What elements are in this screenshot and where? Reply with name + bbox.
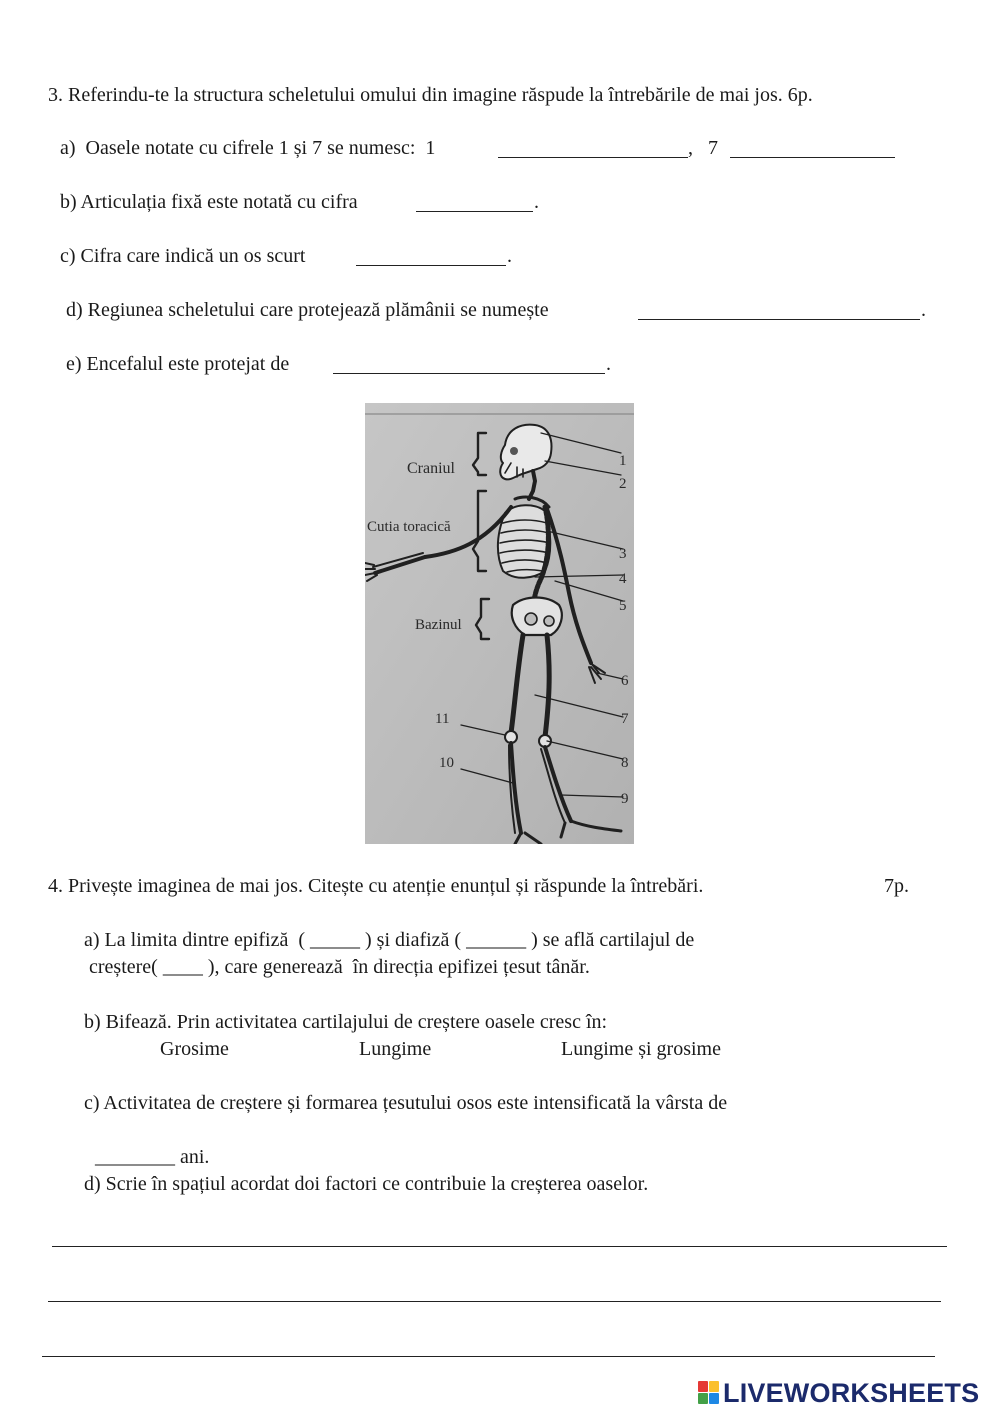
q4-d-answer-line-2[interactable] (48, 1301, 941, 1302)
option-grosime[interactable]: Grosime (160, 1038, 229, 1060)
question-3-title: 3. Referindu-te la structura scheletului omului din imagine răspude la întrebările de mai jos. 6p. (48, 84, 813, 106)
q3-d-answer[interactable] (638, 319, 920, 320)
question-4-points: 7p. (884, 875, 909, 897)
q3-b-answer[interactable] (416, 211, 533, 212)
number-5: 5 (619, 598, 627, 614)
skeleton-drawing (365, 403, 634, 844)
question-4-title: 4. Privește imaginea de mai jos. Citește cu atenție enunțul și răspunde la întrebări. (48, 875, 704, 897)
q4-a-line-1: a) La limita dintre epifiză ( _____ ) și diafiză ( ______ ) se află cartilajul de (84, 929, 695, 951)
q3-a-answer-1[interactable] (498, 157, 688, 158)
q4-c-answer-blank[interactable]: ________ ani. (95, 1146, 210, 1168)
q3-a-prefix: a) Oasele notate cu cifrele 1 și 7 se numesc: 1 (60, 137, 436, 159)
number-7: 7 (621, 711, 629, 727)
label-craniul: Craniul (407, 460, 455, 477)
q4-d-answer-line-3[interactable] (42, 1356, 935, 1357)
liveworksheets-logo-icon (698, 1381, 720, 1405)
q4-c-text: c) Activitatea de creștere și formarea țesutului osos este intensificată la vârsta de (84, 1092, 728, 1114)
number-11: 11 (435, 711, 450, 727)
q3-a-answer-7[interactable] (730, 157, 895, 158)
option-lungime[interactable]: Lungime (359, 1038, 432, 1060)
q3-c-period: . (507, 245, 512, 267)
q3-d-text: d) Regiunea scheletului care protejează plămânii se numește (66, 299, 549, 321)
liveworksheets-brand: LIVEWORKSHEETS (723, 1377, 980, 1408)
q3-e-text: e) Encefalul este protejat de (66, 353, 290, 375)
number-10: 10 (439, 755, 454, 771)
number-8: 8 (621, 755, 629, 771)
q3-c-answer[interactable] (356, 265, 506, 266)
number-4: 4 (619, 571, 627, 587)
number-2: 2 (619, 476, 627, 492)
q3-e-answer[interactable] (333, 373, 605, 374)
liveworksheets-logo (698, 1378, 979, 1408)
q3-c-text: c) Cifra care indică un os scurt (60, 245, 306, 267)
number-9: 9 (621, 791, 629, 807)
label-cutia-toracica: Cutia toracică (367, 519, 451, 535)
q4-d-answer-line-1[interactable] (52, 1246, 947, 1247)
number-6: 6 (621, 673, 629, 689)
q3-d-period: . (921, 299, 926, 321)
q3-a-mid: , 7 (688, 137, 718, 159)
q4-a-line-2: creștere( ____ ), care generează în direcția epifizei țesut tânăr. (89, 956, 590, 978)
number-3: 3 (619, 546, 627, 562)
number-1: 1 (619, 453, 627, 469)
q3-b-period: . (534, 191, 539, 213)
q4-d-text: d) Scrie în spațiul acordat doi factori ce contribuie la creșterea oaselor. (84, 1173, 649, 1195)
skeleton-figure (365, 403, 634, 844)
option-lungime-si-grosime[interactable]: Lungime și grosime (561, 1038, 721, 1060)
q3-b-text: b) Articulația fixă este notată cu cifra (60, 191, 358, 213)
q4-b-text: b) Bifează. Prin activitatea cartilajului de creștere oasele cresc în: (84, 1011, 608, 1033)
label-bazinul: Bazinul (415, 617, 462, 633)
q3-e-period: . (606, 353, 611, 375)
